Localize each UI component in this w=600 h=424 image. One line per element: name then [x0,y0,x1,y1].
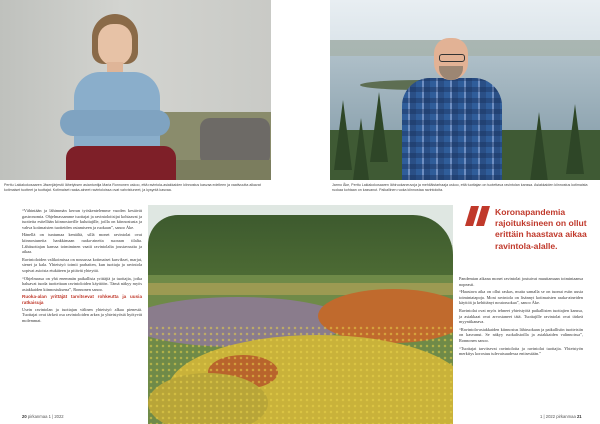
photo-flower-garden [148,205,453,424]
paragraph: Pandemian aikana monet ravintolat joutuivat muuttamaan toimintaansa nopeasti. [459,276,583,287]
paragraph: “Ohjelmassa on yhä enemmän paikallisia yrittäjiä ja tuottajia, jotka haluavat tuoda tuotteitaan ravintoloiden käyttöön. Tämä näkyy myös asiakkaiden kiinnostuksena”, Ronnonen sanoo. [22,275,142,292]
paragraph: “Vähintään ja lähimmän kerran työskentelemme vuoden kestävät gastronomia. Ohjelmassamme tuottajat ja ravintoloitsijat kohtaavat ja tuotteita esitellään kiinnostaville kuluttajille, joilla on kiinnostusta ja vahva kotimaisten tuotteiden ostamiseen ja ruokaan”, sanoo Åke. [22,208,142,230]
folio-left [22,414,64,419]
photo-man-lake-portrait [330,0,600,180]
paragraph: “Ravintola-asiakkaiden kiinnostus lähiruokaan ja paikallisiin tuotteisiin on kasvanut. Se näkyy ruokalistoilla ja asiakkaiden valinnoissa”, Ronnonen sanoo. [459,326,583,343]
issue-number: 1 | 2022 [540,414,556,419]
section-subheading: Ruoka-alan yrittäjät tarvitsevat rohkeutta ja uusia ratkaisuja [22,294,142,305]
caption-left: Perttu Lakiakokosaaren Jäsenjärjestö lähetyksen asiantuntija Maria Ronnonen uskoo, että ravintola-asiakkaiden kiinnostus kasvaa edelleen ja vaativuutta alkavat kotimaiset tuotteet ja tuottajat. Kotimaiset raaka-aineet ravintoloissa ovat vahvistuneet, ja kysyntä kasvaa. [4,183,261,192]
photo-woman-portrait [0,0,271,180]
quote-mark-icon [465,206,491,226]
left-text-column [22,208,142,325]
paragraph: Ravintolat ovat myös tehneet yhteistyötä paikallisten tuottajien kanssa, ja asiakkaat ovat arvostaneet tätä. Tuottajille ravintolat ovat tärkeä myyntikanava. [459,307,583,325]
issue-number: 1 | 2022 [48,414,64,419]
folio-right [540,414,582,419]
page-number: 20 [22,414,27,419]
page-number: 21 [576,414,582,419]
paragraph: “Haastava aika on ollut raskas, mutta samalla se on tuonut esiin uusia toimintatapoja. Moni ravintola on lisännyt kotimaisten raaka-aineiden käyttöä ja kehittänyt noutoruokaa”, sanoo Åke. [459,289,583,306]
magazine-name: pirkanmaa [27,414,48,419]
paragraph: Usein ravintolan ja tuottajan välinen yhteistyö alkaa pienestä. Tuottajat ovat tärkeä osa ravintoloiden arkea ja yhteistyöstä hyötyvät molemmat. [22,306,142,323]
paragraph: “Tuottajat tarvitsevat ravintoloita ja ravintolat tuottajia. Yhteistyön merkitys korostuu tulevaisuudessa entisestään.” [459,345,583,357]
paragraph: Ravintoloiden valikoimissa on nousussa kotimaiset kasvikset, marjat, sienet ja kala. Yhteistyö toimii parhaiten, kun tuottaja ja ravintola sopivat asioista etukäteen ja pitävät yhteyttä. [22,256,142,273]
pull-quote: Koronapandemia rajoituksineen on ollut erittäin haastava aikaa ravintola-alalle. [495,207,587,251]
caption-right: Jarmo Åke, Perttu Lakiakokosaaren lähiruokaneuvoja ja mehiläistarhaaja uskoo, että tuottajan on tuotettava ravintolan kanssa. Asiakkaiden kiinnostus kotimaista ruokaa kohtaan on kasvanut. Paikallinen ruoka kiinnostaa ravintoloita. [332,183,588,192]
magazine-name: pirkanmaa [556,414,576,419]
paragraph: Hänellä on tuntumaa kentältä, sillä monet ravintolat ovat kiinnostuneita hankkimaan raaka-aineita suoraan tilalta. Lähituottajan kanssa toimiminen vaatii ravintolalta joustavuutta ja aikaa. [22,232,142,255]
right-text-column [459,276,583,359]
